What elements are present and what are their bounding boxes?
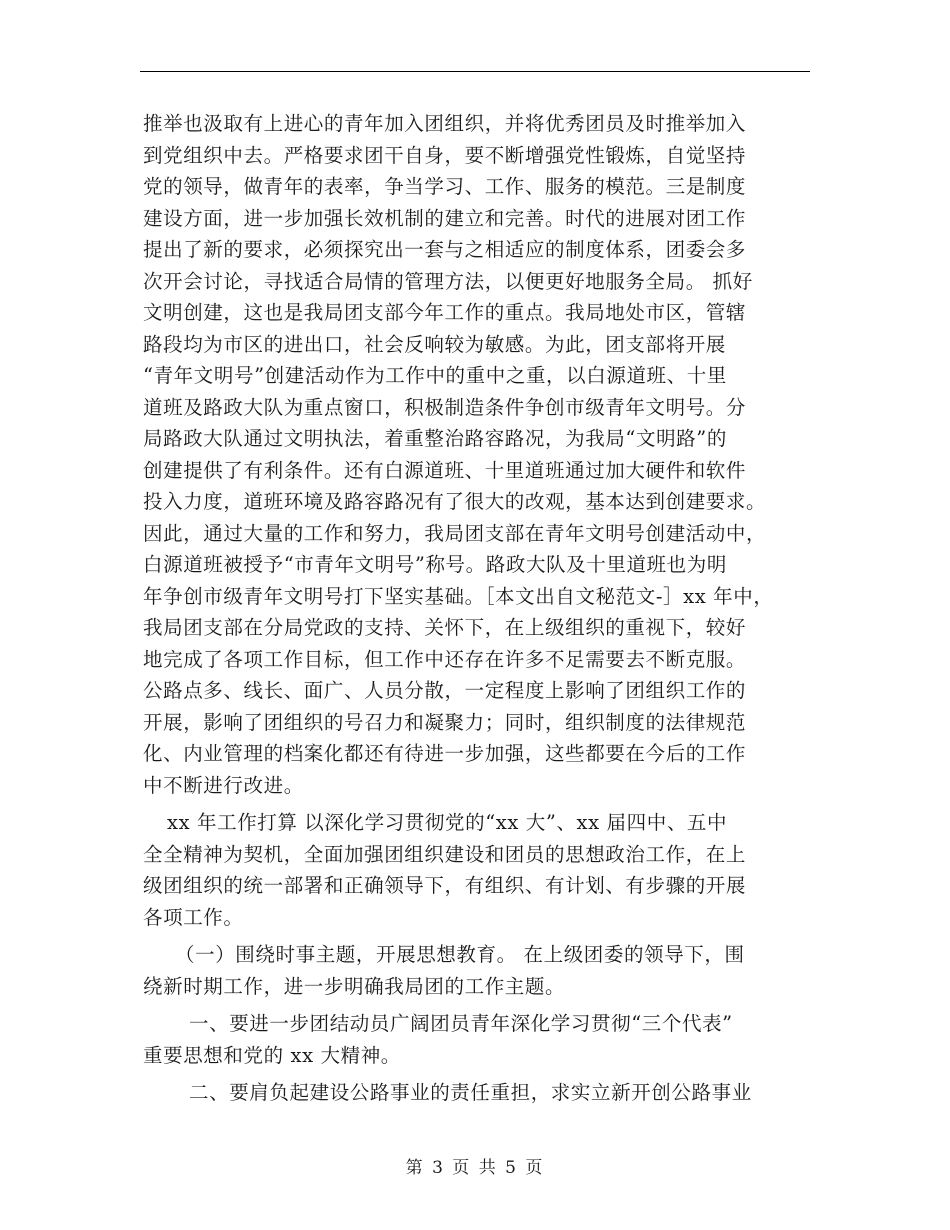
text-line: 全全精神为契机，全面加强团组织建设和团员的思想政治工作，在上 (143, 842, 747, 866)
text-line: （一）围绕时事主题，开展思想教育。 在上级团委的领导下，围 (175, 943, 745, 966)
paragraph-2 (143, 807, 823, 933)
text-line: 绕新时期工作，进一步明确我局团的工作主题。 (143, 974, 566, 998)
text-line: 推举也汲取有上进心的青年加入团组织，并将优秀团员及时推举加入 (143, 112, 747, 135)
text-line: 道班及路政大队为重点窗口，积极制造条件争创市级青年文明号。分 (143, 395, 747, 419)
paragraph-4 (143, 1008, 823, 1071)
text-line: 创建提供了有利条件。还有白源道班、十里道班通过加大硬件和软件 (143, 458, 747, 482)
text-line: 级团组织的统一部署和正确领导下，有组织、有计划、有步骤的开展 (143, 874, 747, 897)
text-line: 到党组织中去。严格要求团干自身，要不断增强党性锻炼，自觉坚持 (143, 143, 747, 167)
paragraph-5 (143, 1077, 823, 1109)
text-line: 公路点多、线长、面广、人员分散，一定程度上影响了团组织工作的 (143, 679, 747, 702)
text-line: xx 年工作打算 以深化学习贯彻党的“xx 大”、xx 届四中、五中 (167, 811, 728, 834)
text-line: 建设方面，进一步加强长效机制的建立和完善。时代的进展对团工作 (143, 206, 747, 230)
text-line: 次开会讨论，寻找适合局情的管理方法，以便更好地服务全局。 抓好 (143, 269, 753, 293)
text-line: 局路政大队通过文明执法，着重整治路容路况，为我局“文明路”的 (143, 427, 727, 450)
text-line: 化、内业管理的档案化都还有待进一步加强，这些都要在今后的工作 (143, 742, 747, 765)
text-line: 地完成了各项工作目标，但工作中还存在许多不足需要去不断克服。 (143, 647, 747, 671)
text-line: 年争创市级青年文明号打下坚实基础。［本文出自文秘范文-］xx 年中， (143, 584, 774, 608)
text-line: 重要思想和党的 xx 大精神。 (143, 1043, 401, 1067)
text-line: 路段均为市区的进出口，社会反响较为敏感。为此，团支部将开展 (143, 332, 726, 356)
text-line: 因此，通过大量的工作和努力，我局团支部在青年文明号创建活动中， (143, 521, 767, 545)
paragraph-1 (143, 108, 823, 801)
text-line: 提出了新的要求，必须探究出一套与之相适应的制度体系，团委会多 (143, 238, 747, 261)
header-rule (140, 71, 810, 72)
text-line: 我局团支部在分局党政的支持、关怀下，在上级组织的重视下，较好 (143, 616, 747, 639)
text-line: “青年文明号”创建活动作为工作中的重中之重，以白源道班、十里 (143, 364, 727, 387)
paragraph-3 (143, 939, 823, 1002)
text-line: 开展，影响了团组织的号召力和凝聚力；同时，组织制度的法律规范 (143, 710, 747, 734)
text-line: 各项工作。 (143, 905, 244, 929)
text-line: 投入力度，道班环境及路容路况有了很大的改观，基本达到创建要求。 (143, 490, 767, 513)
text-line: 党的领导，做青年的表率，争当学习、工作、服务的模范。三是制度 (143, 175, 747, 198)
page-number: 第 3 页 共 5 页 (405, 1158, 545, 1178)
text-line: 文明创建，这也是我局团支部今年工作的重点。我局地处市区，管辖 (143, 301, 747, 324)
document-body (143, 108, 823, 1109)
text-line: 一、要进一步团结动员广阔团员青年深化学习贯彻“三个代表” (189, 1012, 733, 1035)
text-line: 白源道班被授予“市青年文明号”称号。路政大队及十里道班也为明 (143, 553, 727, 576)
text-line: 二、要肩负起建设公路事业的责任重担，求实立新开创公路事业 (189, 1081, 752, 1104)
text-line: 中不断进行改进。 (143, 773, 304, 797)
